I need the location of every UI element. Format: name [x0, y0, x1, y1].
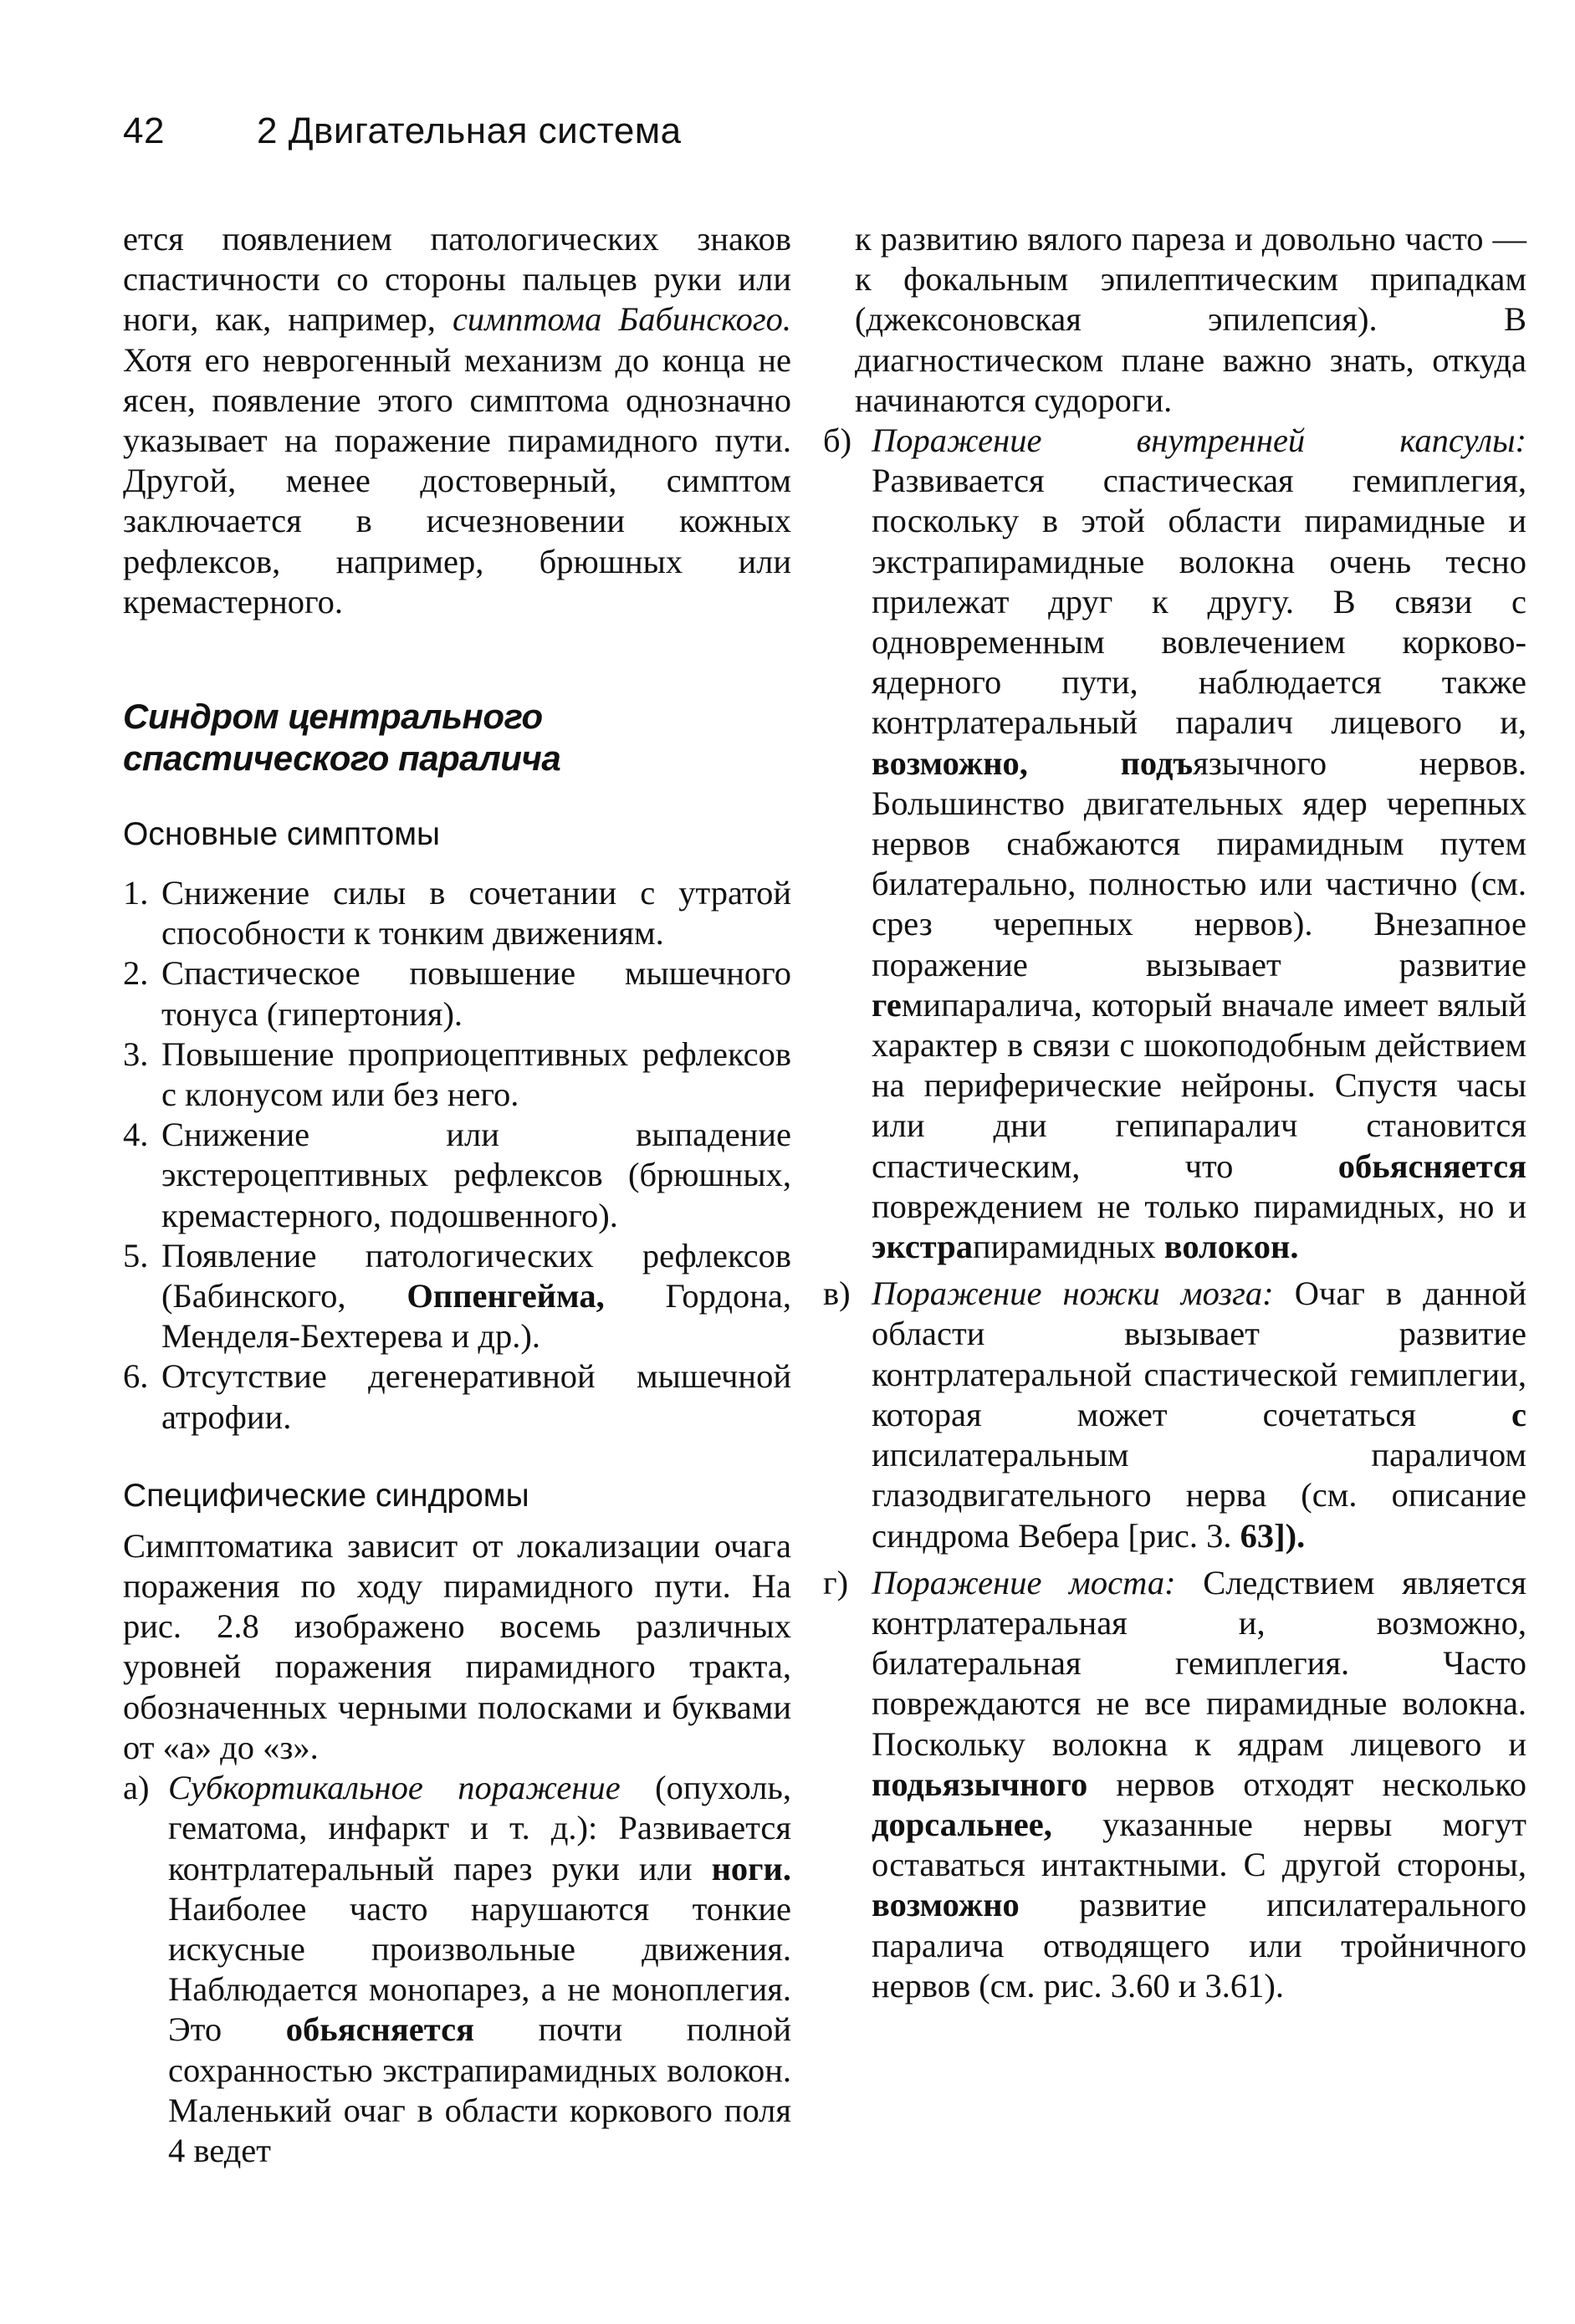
page-number: 42 [123, 110, 165, 151]
symptoms-list [123, 873, 791, 1438]
specific-paragraph: Симптоматика зависит от локализации очага поражения по ходу пирамидного пути. На рис. 2.8 изображено восемь различных уровней поражения пирамидного тракта, обозначенных черными полосками и буквами от «а» до «з». [123, 1526, 791, 1766]
item-v: в) Поражение ножки мозга: Очаг в данной области вызывает развитие контрлатеральной спастической гемиплегии, которая может сочетаться с ипсилатеральным параличом глазодвигательного нерва (см. описание синдрома Вебера [рис. 3. 63]). [823, 1274, 1527, 1555]
intro-text-b: Хотя его неврогенный механизм до конца не ясен, появление этого симптома однозначно указывает на поражение пирамидного пути. Другой, менее достоверный, симптом заключается в исчезновении кожных рефлексов, например, брюшных или кремастерного. [123, 340, 791, 621]
list-item: 2. Спастическое повышение мышечного тонуса (гипертония). [123, 954, 791, 1033]
list-item: 6. Отсутствие дегенеративной мышечной атрофии. [123, 1357, 791, 1436]
intro-text-a: ется появлением патологических знаков спастичности со стороны пальцев руки или ноги, как, например, [123, 220, 791, 339]
running-head [123, 110, 682, 152]
section-heading [123, 696, 791, 779]
list-item: 5. Появление патологических рефлексов (Бабинского, Оппенгейма, Гордона, Менделя-Бехтерева и др.). [123, 1236, 792, 1356]
main-symptoms-heading: Основные симптомы [123, 816, 441, 853]
section-heading-line-2: спастического паралича [123, 738, 561, 779]
list-item: 4. Снижение или выпадение экстероцептивных рефлексов (брюшных, кремастерного, подошвенного). [123, 1116, 791, 1234]
section-heading-line-1: Синдром центрального [123, 697, 543, 737]
right-column [823, 219, 1527, 2006]
list-item: 1. Снижение силы в сочетании с утратой способности к тонким движениям. [123, 874, 791, 953]
item-b: б) Поражение внутренней капсулы: Развивается спастическая гемиплегия, поскольку в этой области пирамидные и экстрапирамидные волокна очень тесно прилежат друг к другу. В связи с одновременным вовлечением корково-ядерного пути, наблюдается также контрлатеральный паралич лицевого и, возможно, подъязычного нервов. Большинство двигательных ядер черепных нервов снабжаются пирамидным путем билатерально, полностью или частично (см. срез черепных нервов). Внезапное поражение вызывает развитие гемипаралича, который вначале имеет вялый характер в связи с шокоподобным действием на периферические нейроны. Спустя часы или дни гепипаралич становится спастическим, что обьясняется повреждением не только пирамидных, но и экстрапирамидных волокон. [823, 421, 1526, 1266]
specific-syndromes-heading: Специфические синдромы [123, 1477, 529, 1514]
intro-babinski: симптома Бабинского. [452, 300, 792, 339]
item-g: г) Поражение моста: Следствием является контрлатеральная и, возможно, билатеральная гемиплегия. Часто повреждаются не все пирамидные волокна. Поскольку волокна к ядрам лицевого и подьязычного нервов отходят несколько дорсальнее, указанные нервы могут оставаться интактными. С другой стороны, возможно развитие ипсилатерального паралича отводящего или тройничного нервов (см. рис. 3.60 и 3.61). [823, 1563, 1526, 2005]
left-column [123, 219, 791, 2171]
list-item: 3. Повышение проприоцептивных рефлексов с клонусом или без него. [123, 1034, 791, 1114]
intro-paragraph [123, 219, 791, 622]
item-a-continuation: к развитию вялого пареза и довольно часто — к фокальным эпилептическим припадкам (джексоновская эпилепсия). В диагностическом плане важно знать, откуда начинаются судороги. [855, 220, 1526, 419]
item-a: а) Субкортикальное поражение (опухоль, гематома, инфаркт и т. д.): Развивается контрлатеральный парез руки или ноги. Наиболее часто нарушаются тонкие искусные произвольные движения. Наблюдается монопарез, а не моноплегия. Это обьясняется почти полной сохранностью экстрапирамидных волокон. Маленький очаг в области коркового поля 4 ведет [123, 1769, 792, 2169]
chapter-title: 2 Двигательная система [257, 110, 682, 151]
